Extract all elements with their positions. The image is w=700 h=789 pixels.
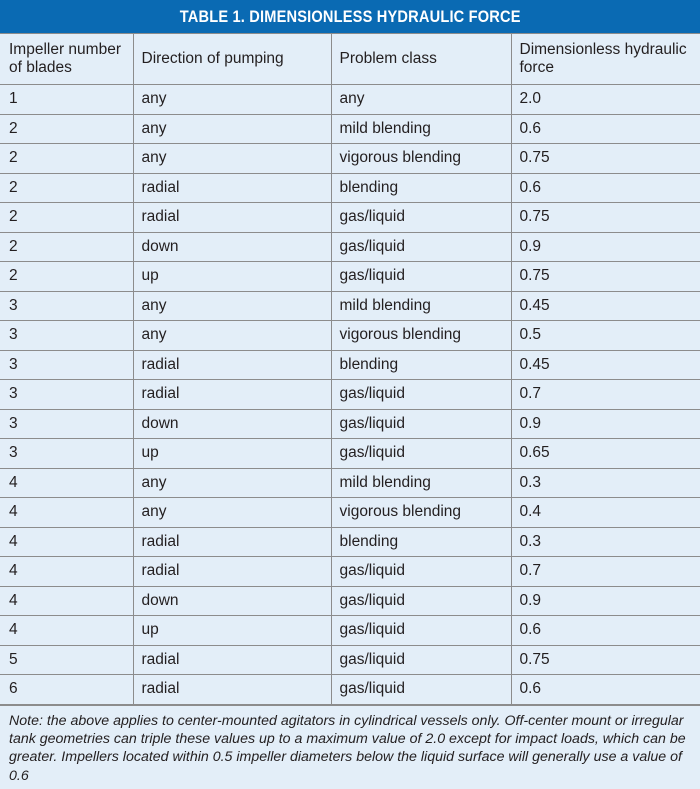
cell-hydraulic-force: 0.75 bbox=[511, 144, 700, 174]
cell-direction: radial bbox=[133, 557, 331, 587]
column-header-problem-class: Problem class bbox=[331, 34, 511, 85]
cell-direction: radial bbox=[133, 527, 331, 557]
cell-blades: 4 bbox=[0, 557, 133, 587]
table-row bbox=[0, 114, 700, 144]
column-header-hydraulic-force: Dimensionless hydraulic force bbox=[511, 34, 700, 85]
cell-direction: up bbox=[133, 616, 331, 646]
cell-problem-class: gas/liquid bbox=[331, 616, 511, 646]
table-row bbox=[0, 85, 700, 115]
cell-blades: 3 bbox=[0, 291, 133, 321]
cell-problem-class: gas/liquid bbox=[331, 409, 511, 439]
cell-hydraulic-force: 0.9 bbox=[511, 409, 700, 439]
table-row bbox=[0, 439, 700, 469]
cell-hydraulic-force: 0.75 bbox=[511, 262, 700, 292]
cell-direction: radial bbox=[133, 380, 331, 410]
table-row bbox=[0, 645, 700, 675]
cell-hydraulic-force: 0.9 bbox=[511, 586, 700, 616]
cell-blades: 4 bbox=[0, 498, 133, 528]
cell-problem-class: gas/liquid bbox=[331, 645, 511, 675]
table-row bbox=[0, 173, 700, 203]
cell-direction: down bbox=[133, 232, 331, 262]
cell-blades: 3 bbox=[0, 321, 133, 351]
cell-problem-class: gas/liquid bbox=[331, 675, 511, 705]
table-row bbox=[0, 321, 700, 351]
cell-blades: 3 bbox=[0, 409, 133, 439]
cell-hydraulic-force: 0.5 bbox=[511, 321, 700, 351]
cell-hydraulic-force: 0.7 bbox=[511, 380, 700, 410]
cell-direction: any bbox=[133, 144, 331, 174]
column-header-direction: Direction of pumping bbox=[133, 34, 331, 85]
cell-problem-class: gas/liquid bbox=[331, 203, 511, 233]
table-row bbox=[0, 527, 700, 557]
column-header-blades: Impeller number of blades bbox=[0, 34, 133, 85]
table-row bbox=[0, 557, 700, 587]
cell-problem-class: gas/liquid bbox=[331, 232, 511, 262]
cell-blades: 2 bbox=[0, 232, 133, 262]
cell-hydraulic-force: 0.9 bbox=[511, 232, 700, 262]
cell-problem-class: gas/liquid bbox=[331, 586, 511, 616]
cell-hydraulic-force: 0.4 bbox=[511, 498, 700, 528]
cell-hydraulic-force: 2.0 bbox=[511, 85, 700, 115]
cell-blades: 6 bbox=[0, 675, 133, 705]
cell-hydraulic-force: 0.6 bbox=[511, 173, 700, 203]
cell-direction: down bbox=[133, 586, 331, 616]
cell-blades: 5 bbox=[0, 645, 133, 675]
table-row bbox=[0, 586, 700, 616]
table-title: TABLE 1. DIMENSIONLESS HYDRAULIC FORCE bbox=[179, 6, 521, 26]
cell-direction: radial bbox=[133, 203, 331, 233]
table-row bbox=[0, 262, 700, 292]
cell-hydraulic-force: 0.6 bbox=[511, 114, 700, 144]
table-note: Note: the above applies to center-mounted agitators in cylindrical vessels only. Off-center mount or irregular tank geometries can triple these values up to a maximum value of 2.0 except for impact loads, which can be greater. Impellers located within 0.5 impeller diameters below the liquid surface will generally use a value of 0.6 bbox=[0, 705, 700, 785]
table-row bbox=[0, 232, 700, 262]
table-row bbox=[0, 350, 700, 380]
cell-hydraulic-force: 0.3 bbox=[511, 527, 700, 557]
cell-direction: up bbox=[133, 262, 331, 292]
table-header-row bbox=[0, 34, 700, 85]
cell-direction: any bbox=[133, 498, 331, 528]
table-body bbox=[0, 85, 700, 705]
cell-problem-class: blending bbox=[331, 173, 511, 203]
cell-blades: 2 bbox=[0, 173, 133, 203]
cell-blades: 4 bbox=[0, 586, 133, 616]
cell-hydraulic-force: 0.45 bbox=[511, 291, 700, 321]
table-title-bar bbox=[0, 0, 700, 33]
table-row bbox=[0, 675, 700, 705]
table-row bbox=[0, 144, 700, 174]
cell-problem-class: mild blending bbox=[331, 291, 511, 321]
cell-direction: up bbox=[133, 439, 331, 469]
cell-hydraulic-force: 0.6 bbox=[511, 675, 700, 705]
cell-blades: 1 bbox=[0, 85, 133, 115]
cell-problem-class: any bbox=[331, 85, 511, 115]
cell-hydraulic-force: 0.75 bbox=[511, 203, 700, 233]
cell-problem-class: blending bbox=[331, 350, 511, 380]
cell-problem-class: vigorous blending bbox=[331, 144, 511, 174]
cell-blades: 2 bbox=[0, 203, 133, 233]
table-row bbox=[0, 498, 700, 528]
cell-hydraulic-force: 0.45 bbox=[511, 350, 700, 380]
cell-blades: 2 bbox=[0, 114, 133, 144]
cell-blades: 2 bbox=[0, 144, 133, 174]
cell-blades: 2 bbox=[0, 262, 133, 292]
cell-blades: 4 bbox=[0, 468, 133, 498]
cell-direction: radial bbox=[133, 675, 331, 705]
cell-blades: 3 bbox=[0, 380, 133, 410]
table-row bbox=[0, 409, 700, 439]
cell-problem-class: vigorous blending bbox=[331, 498, 511, 528]
cell-problem-class: blending bbox=[331, 527, 511, 557]
table-row bbox=[0, 203, 700, 233]
cell-direction: any bbox=[133, 291, 331, 321]
cell-hydraulic-force: 0.6 bbox=[511, 616, 700, 646]
cell-hydraulic-force: 0.75 bbox=[511, 645, 700, 675]
table-row bbox=[0, 380, 700, 410]
cell-problem-class: mild blending bbox=[331, 468, 511, 498]
cell-problem-class: mild blending bbox=[331, 114, 511, 144]
hydraulic-force-table bbox=[0, 33, 700, 705]
cell-direction: any bbox=[133, 114, 331, 144]
cell-hydraulic-force: 0.7 bbox=[511, 557, 700, 587]
cell-direction: any bbox=[133, 468, 331, 498]
cell-direction: radial bbox=[133, 645, 331, 675]
cell-blades: 4 bbox=[0, 527, 133, 557]
cell-problem-class: vigorous blending bbox=[331, 321, 511, 351]
cell-problem-class: gas/liquid bbox=[331, 557, 511, 587]
cell-blades: 3 bbox=[0, 350, 133, 380]
cell-problem-class: gas/liquid bbox=[331, 262, 511, 292]
table-row bbox=[0, 468, 700, 498]
cell-hydraulic-force: 0.65 bbox=[511, 439, 700, 469]
cell-direction: down bbox=[133, 409, 331, 439]
table-row bbox=[0, 616, 700, 646]
cell-blades: 3 bbox=[0, 439, 133, 469]
cell-direction: any bbox=[133, 321, 331, 351]
table-row bbox=[0, 291, 700, 321]
cell-hydraulic-force: 0.3 bbox=[511, 468, 700, 498]
cell-direction: any bbox=[133, 85, 331, 115]
cell-direction: radial bbox=[133, 173, 331, 203]
cell-problem-class: gas/liquid bbox=[331, 439, 511, 469]
cell-problem-class: gas/liquid bbox=[331, 380, 511, 410]
cell-blades: 4 bbox=[0, 616, 133, 646]
cell-direction: radial bbox=[133, 350, 331, 380]
